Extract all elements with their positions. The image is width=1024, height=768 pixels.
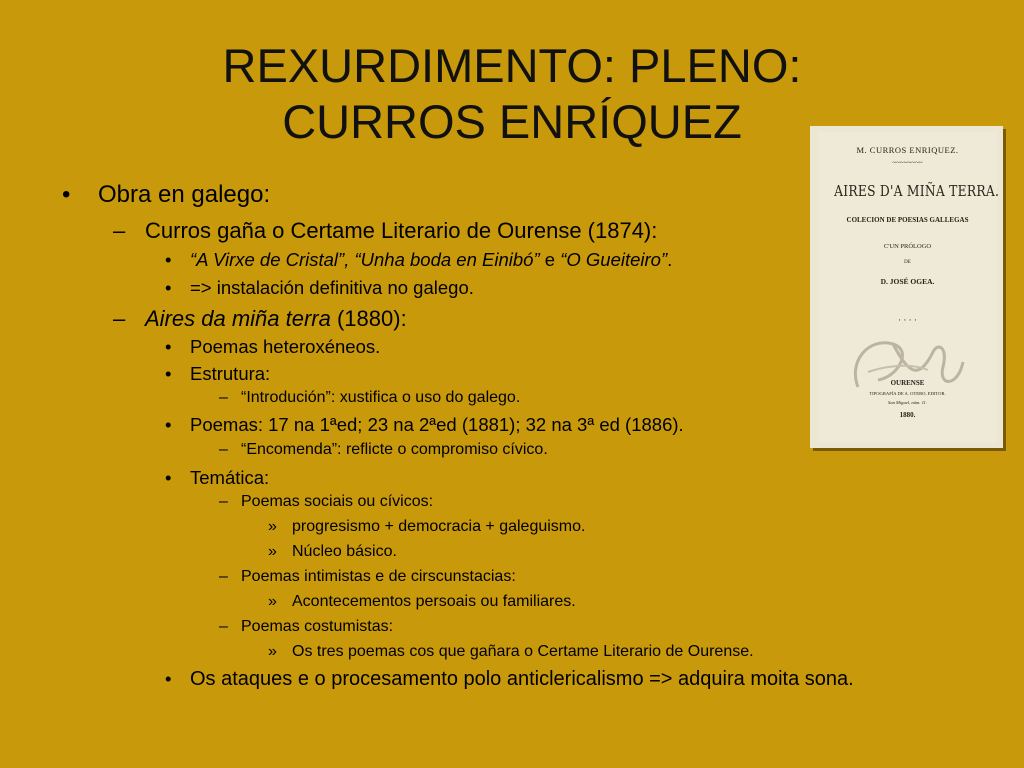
list-item: Estrutura: [190,363,271,384]
list-item: Os ataques e o procesamento polo anticlericalismo => adquira moita sona. [190,668,854,690]
book-de: DE [904,260,911,265]
list-item: Poemas intimistas e de cirscunstacias: [241,568,516,585]
list-item: “Encomenda”: reflicte o compromiso cívico. [241,441,548,458]
bullet-marker: • [165,336,172,357]
bullet-marker: • [165,414,172,435]
dash-marker: – [219,441,228,458]
book-subtitle: COLECION DE POESIAS GALLEGAS [846,216,969,224]
book-title: AIRES D'A MIÑA TERRA. [834,182,1000,200]
list-item: “Introdución”: xustifica o uso do galego. [241,389,521,406]
ornament: ~~~~~~~~ [892,159,923,167]
list-item: Curros gaña o Certame Literario de Ourense (1874): [145,218,658,243]
dash-marker: – [113,218,126,243]
list-item: => instalación definitiva no galego. [190,277,474,298]
bullet-marker: • [165,277,172,298]
bullet-marker: • [165,668,172,689]
book-cover-image [810,126,1003,448]
book-page [818,132,1000,442]
ornament-dots: · · · · [898,315,917,325]
book-prologue: C'UN PRÓLOGO [883,243,932,250]
list-item: Acontecementos persoais ou familiares. [292,593,576,610]
title-line-2: CURROS ENRÍQUEZ [282,95,742,148]
dash-marker: – [219,618,228,635]
book-author: M. CURROS ENRIQUEZ. [856,145,959,155]
list-item: Poemas: 17 na 1ªed; 23 na 2ªed (1881); 32 na 3ª ed (1886). [190,414,684,435]
dash-marker: – [113,306,126,331]
book-prologue-author: D. JOSÉ OGEA. [880,277,935,286]
chevron-marker: » [268,593,277,610]
list-item: progresismo + democracia + galeguismo. [292,518,586,535]
book-printer: TIPOGRAFÍA DE A. OTERO, EDITOR. [869,391,946,396]
bullet-marker: • [62,181,71,208]
dash-marker: – [219,568,228,585]
list-item: Os tres poemas cos que gañara o Certame Literario de Ourense. [292,643,754,660]
chevron-marker: » [268,518,277,535]
list-item: Obra en galego: [98,181,271,208]
title-line-1: REXURDIMENTO: PLENO: [222,39,802,92]
list-item: “A Virxe de Cristal”, “Unha boda en Einibó” e “O Gueiteiro”. [190,249,673,270]
list-item: Poemas costumistas: [241,618,394,635]
book-year: 1880. [899,411,916,419]
list-item: Temática: [190,467,270,488]
bullet-marker: • [165,467,172,488]
bullet-marker: • [165,363,172,384]
list-item: Núcleo básico. [292,543,397,560]
dash-marker: – [219,493,228,510]
book-street: San Miguel, núm. 11. [888,400,927,405]
dash-marker: – [219,389,228,406]
book-place: OURENSE [890,379,925,387]
list-item: Poemas sociais ou cívicos: [241,493,434,510]
list-item: Aires da miña terra (1880): [145,306,407,331]
list-item: Poemas heteroxéneos. [190,336,381,357]
chevron-marker: » [268,543,277,560]
chevron-marker: » [268,643,277,660]
bullet-marker: • [165,249,172,270]
